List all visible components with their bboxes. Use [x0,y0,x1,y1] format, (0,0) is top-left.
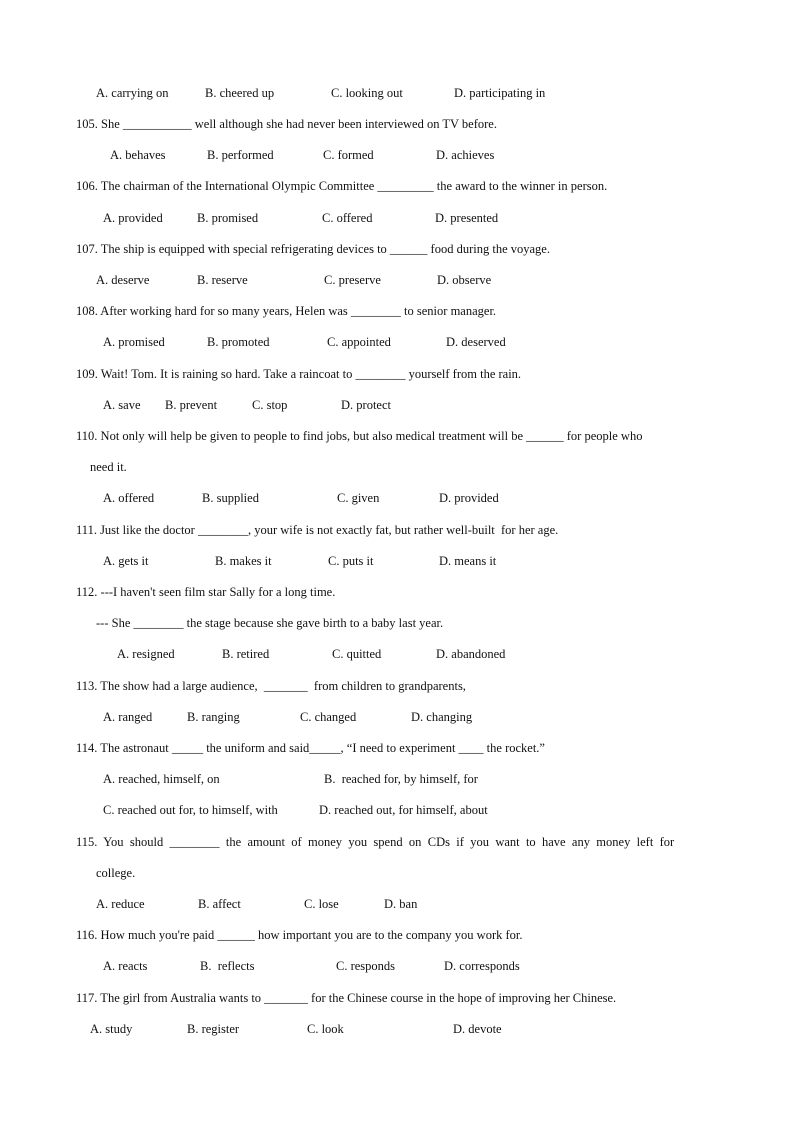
option-a: A. deserve [96,273,150,287]
option-b: B. reserve [197,273,248,287]
option-d: D. provided [439,491,499,505]
question-110-continued: need it. [90,460,127,474]
option-a: A. gets it [103,554,149,568]
question-112: 112. ---I haven't seen film star Sally for a long time. [76,585,336,599]
question-105: 105. She ___________ well although she had never been interviewed on TV before. [76,117,497,131]
option-a: A. offered [103,491,155,505]
option-b: B. reached for, by himself, for [324,772,478,786]
question-117: 117. The girl from Australia wants to _______ for the Chinese course in the hope of improving her Chinese. [76,991,617,1005]
option-d: D. means it [439,554,497,568]
question-111: 111. Just like the doctor ________, your wife is not exactly fat, but rather well-built for her age. [76,523,559,537]
option-b: B. ranging [187,710,240,724]
option-b: B. affect [198,897,241,911]
option-a: A. study [90,1022,133,1036]
option-a: A. reduce [96,897,145,911]
question-108: 108. After working hard for so many years, Helen was ________ to senior manager. [76,304,497,318]
option-d: D. presented [435,211,499,225]
option-b: B. supplied [202,491,259,505]
option-a: A. ranged [103,710,153,724]
option-a: A. resigned [117,647,175,661]
option-d: D. observe [437,273,492,287]
option-b: B. promised [197,211,259,225]
option-d: D. devote [453,1022,502,1036]
option-b: B. retired [222,647,270,661]
question-109: 109. Wait! Tom. It is raining so hard. Take a raincoat to ________ yourself from the rain. [76,367,522,381]
option-a: A. carrying on [96,86,169,100]
option-a: A. reacts [103,959,148,973]
option-c: C. puts it [328,554,374,568]
option-d: D. reached out, for himself, about [319,803,488,817]
option-d: D. abandoned [436,647,506,661]
question-114: 114. The astronaut _____ the uniform and said_____, “I need to experiment ____ the rocket.” [76,741,545,755]
option-c: C. offered [322,211,373,225]
option-a: A. reached, himself, on [103,772,220,786]
option-d: D. participating in [454,86,546,100]
option-d: D. protect [341,398,391,412]
option-a: A. behaves [110,148,166,162]
option-b: B. prevent [165,398,218,412]
option-b: B. makes it [215,554,272,568]
option-c: C. appointed [327,335,391,349]
option-d: D. corresponds [444,959,520,973]
question-116: 116. How much you're paid ______ how important you are to the company you work for. [76,928,523,942]
option-c: C. responds [336,959,396,973]
question-110: 110. Not only will help be given to people to find jobs, but also medical treatment will be ______ for people who [76,429,643,443]
question-113: 113. The show had a large audience, _______ from children to grandparents, [76,679,466,693]
option-c: C. stop [252,398,288,412]
option-a: A. save [103,398,141,412]
question-106: 106. The chairman of the International Olympic Committee _________ the award to the winner in person. [76,179,608,193]
question-112-continued: --- She ________ the stage because she gave birth to a baby last year. [96,616,444,630]
option-d: D. deserved [446,335,506,349]
option-a: A. provided [103,211,163,225]
option-c: C. looking out [331,86,403,100]
option-d: D. changing [411,710,473,724]
option-b: B. promoted [207,335,270,349]
option-c: C. lose [304,897,339,911]
question-107: 107. The ship is equipped with special refrigerating devices to ______ food during the voyage. [76,242,550,256]
option-c: C. preserve [324,273,381,287]
option-c: C. reached out for, to himself, with [103,803,278,817]
option-b: B. performed [207,148,274,162]
option-c: C. formed [323,148,374,162]
option-c: C. quitted [332,647,382,661]
option-d: D. ban [384,897,418,911]
option-b: B. register [187,1022,240,1036]
option-c: C. changed [300,710,357,724]
option-b: B. cheered up [205,86,275,100]
option-d: D. achieves [436,148,495,162]
option-c: C. given [337,491,380,505]
option-c: C. look [307,1022,344,1036]
option-a: A. promised [103,335,165,349]
question-115: 115. You should ________ the amount of money you spend on CDs if you want to have any money left for [76,835,675,849]
question-115-continued: college. [96,866,136,880]
option-b: B. reflects [200,959,255,973]
